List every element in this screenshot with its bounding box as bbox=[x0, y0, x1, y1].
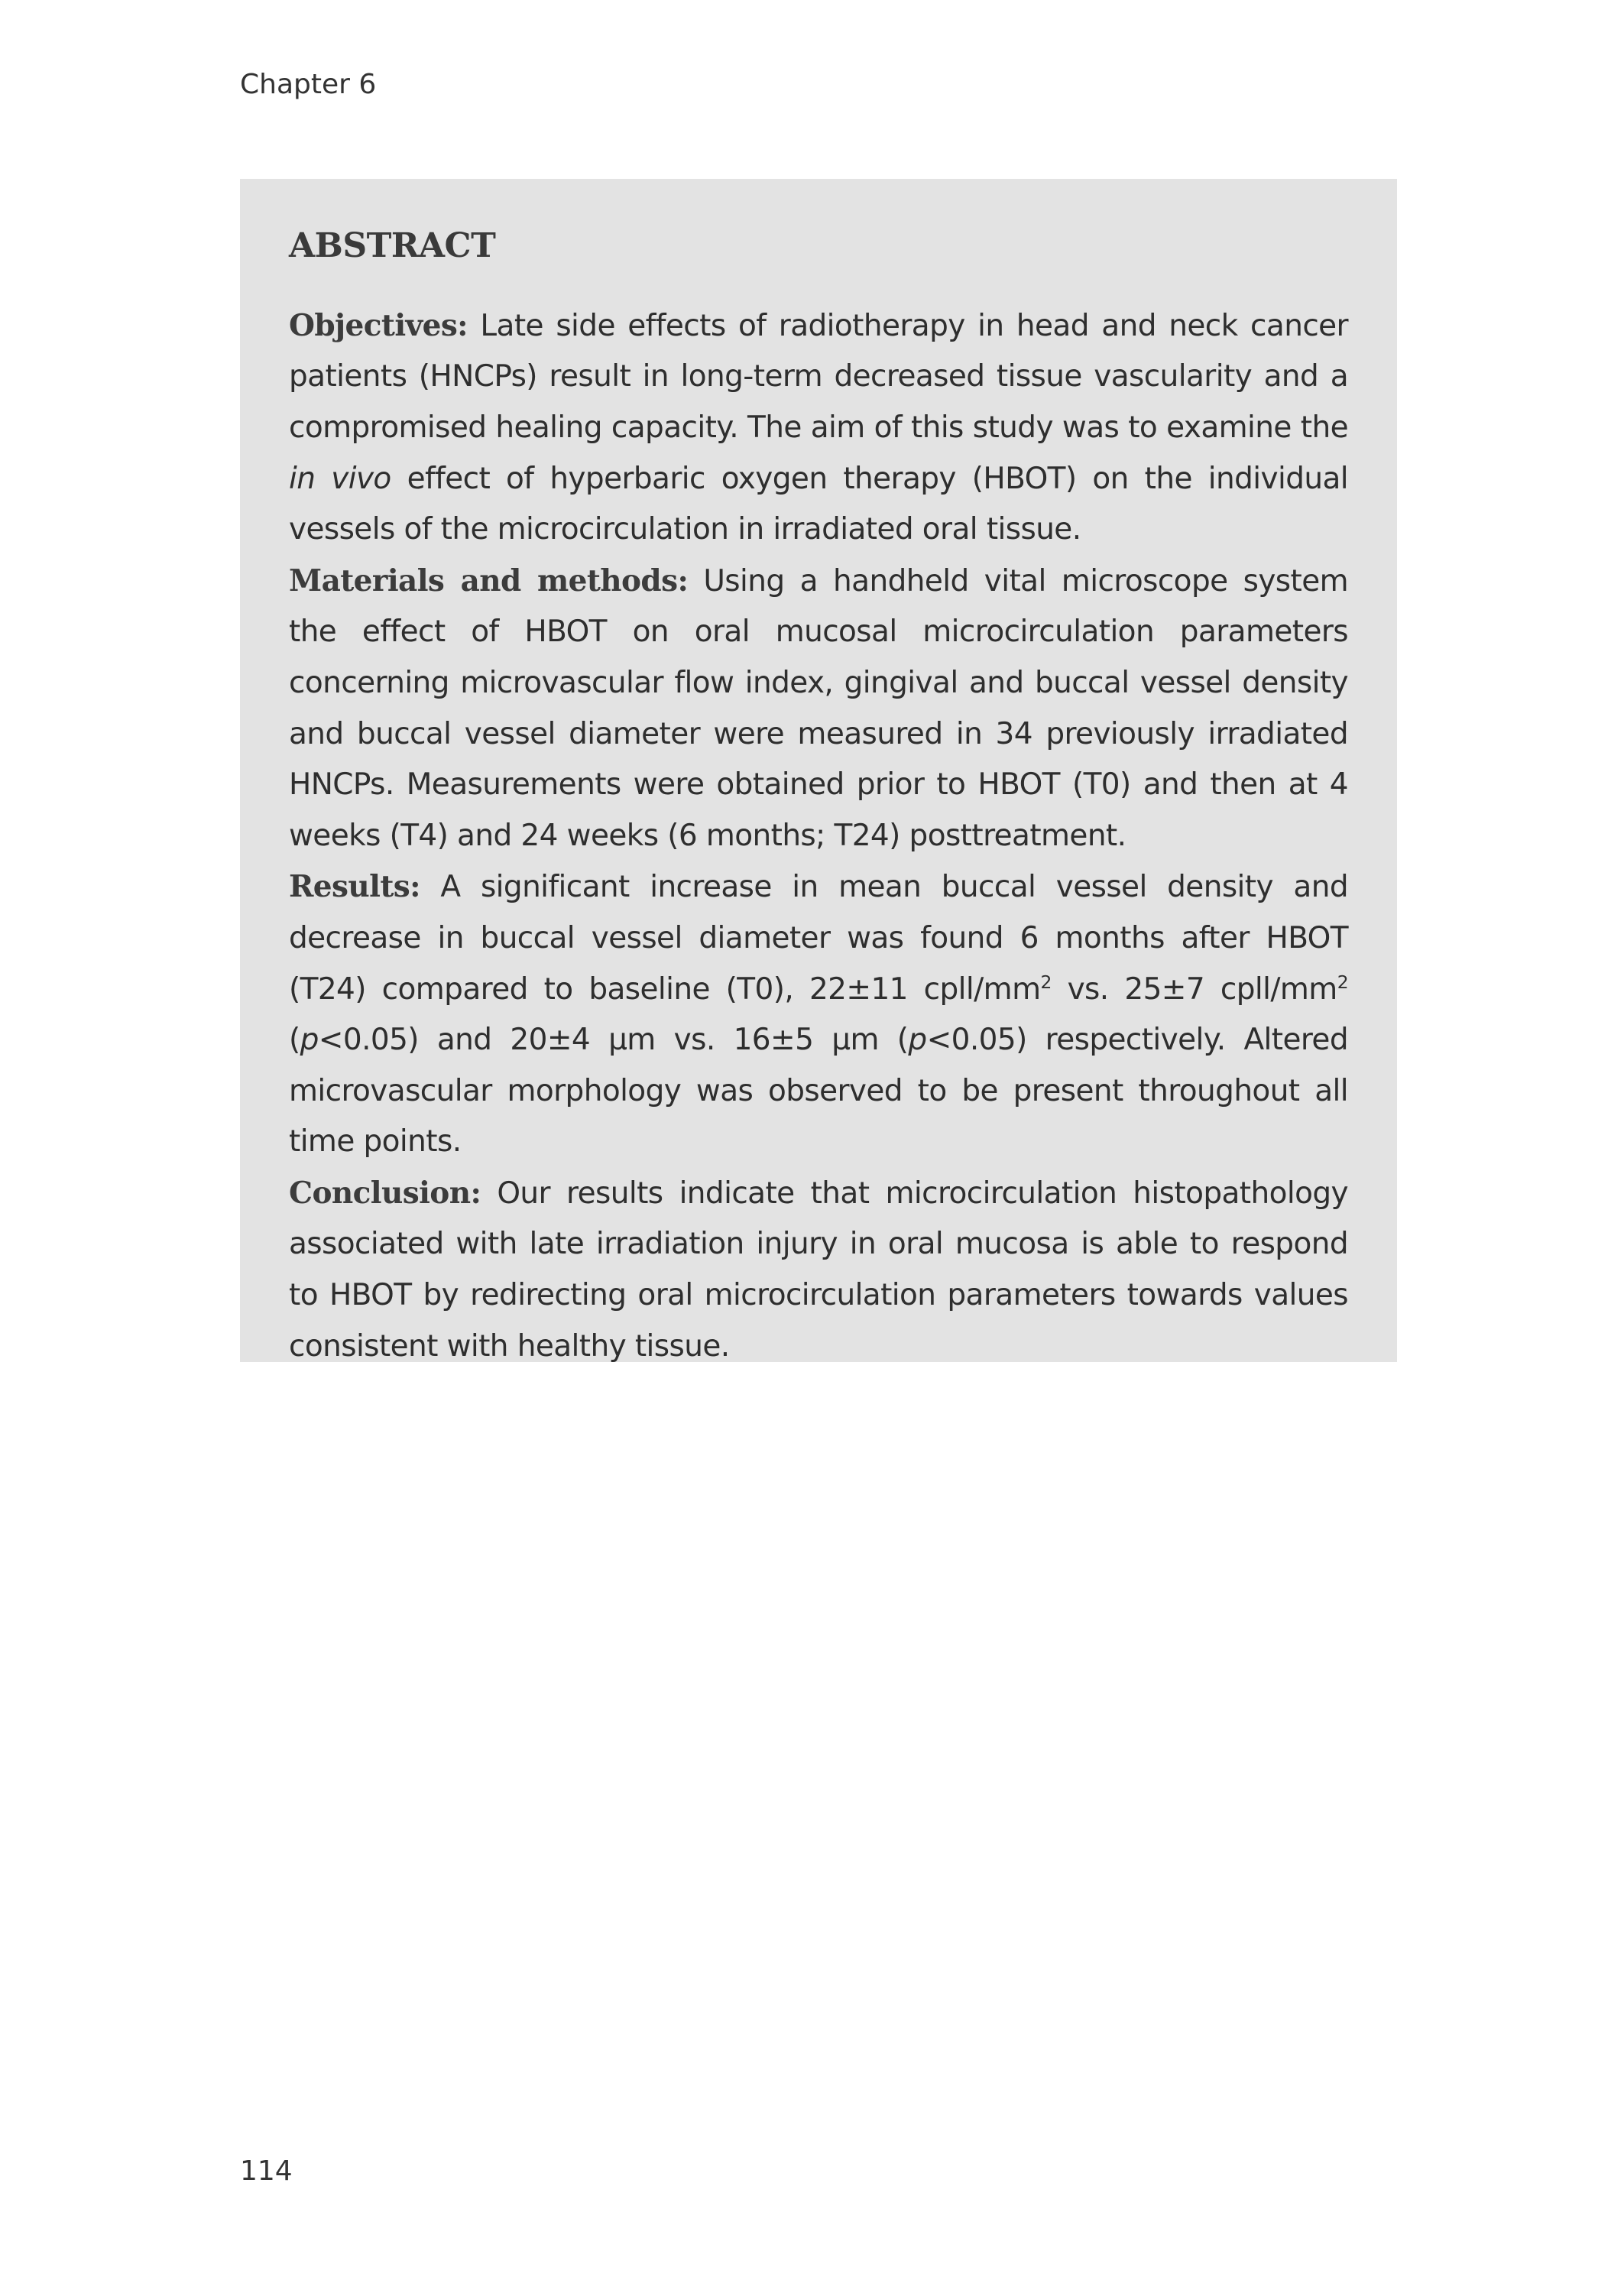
running-head: Chapter 6 bbox=[240, 69, 377, 100]
objectives-text-1: Late side effects of radiotherapy in head and neck cancer patients (HNCPs) result in long-term decreased tissue vascularity and a compromised healing capacity. The aim of this study was to examine the bbox=[289, 308, 1348, 445]
results-label: Results: bbox=[289, 869, 420, 905]
objectives-label: Objectives: bbox=[289, 307, 468, 343]
results-text-2: vs. 25±7 cpll/mm bbox=[1051, 971, 1337, 1007]
objectives-text-2: effect of hyperbaric oxygen therapy (HBOT) on the individual vessels of the microcirculation in irradiated oral tissue. bbox=[289, 461, 1349, 547]
results-text-3: ( bbox=[289, 1023, 300, 1058]
results-p-italic-1: p bbox=[300, 1023, 319, 1058]
conclusion-text: Our results indicate that microcirculation histopathology associated with late irradiation injury in oral mucosa is able to respond to HBOT by redirecting oral microcirculation parameters towards values consistent with healthy tissue. bbox=[289, 1176, 1348, 1364]
methods-label: Materials and methods: bbox=[289, 563, 689, 598]
objectives-italic: in vivo bbox=[289, 461, 391, 496]
results-text-5: <0.05) respectively. Altered microvascular morphology was observed to be present throughout all time points. bbox=[289, 1023, 1348, 1159]
results-sup-2: 2 bbox=[1337, 971, 1348, 993]
conclusion-label: Conclusion: bbox=[289, 1175, 481, 1211]
results-sup-1: 2 bbox=[1040, 971, 1052, 993]
results-paragraph bbox=[289, 861, 1348, 1168]
methods-paragraph bbox=[289, 556, 1348, 862]
results-text-1: A significant increase in mean buccal vessel density and decrease in buccal vessel diameter was found 6 months after HBOT (T24) compared to baseline (T0), 22±11 cpll/mm bbox=[289, 870, 1348, 1007]
results-text-4: <0.05) and 20±4 µm vs. 16±5 µm ( bbox=[318, 1023, 909, 1058]
abstract-box bbox=[240, 179, 1397, 1362]
conclusion-paragraph bbox=[289, 1168, 1348, 1372]
methods-text: Using a handheld vital microscope system the effect of HBOT on oral mucosal microcirculation parameters concerning microvascular flow index, gingival and buccal vessel density and buccal vessel diameter were measured in 34 previously irradiated HNCPs. Measurements were obtained prior to HBOT (T0) and then at 4 weeks (T4) and 24 weeks (6 months; T24) posttreatment. bbox=[289, 563, 1348, 853]
abstract-heading: ABSTRACT bbox=[289, 226, 496, 265]
objectives-paragraph bbox=[289, 300, 1348, 556]
results-p-italic-2: p bbox=[908, 1023, 927, 1058]
page-number: 114 bbox=[240, 2155, 293, 2187]
